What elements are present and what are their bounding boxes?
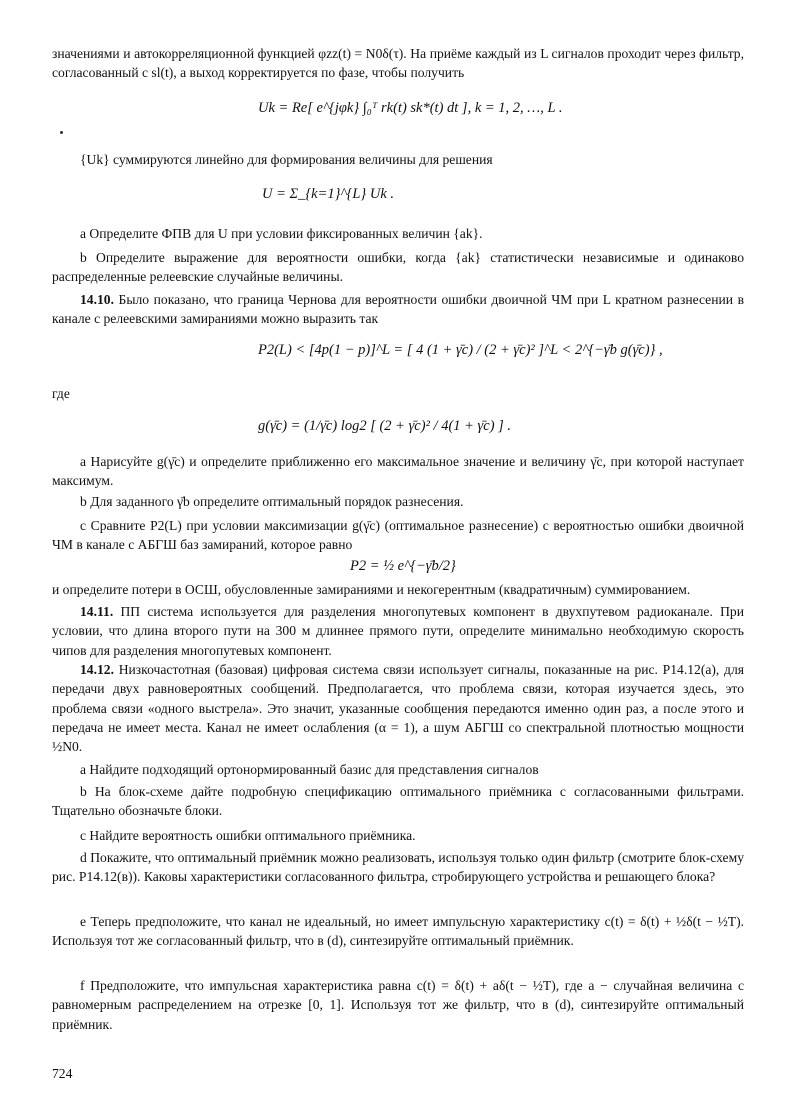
problem-text: ПП система используется для разделения многопутевых компонент в двухпутевом радиоканале. При условии, что длина второго пути на 300 м длиннее прямого пути, определите минимально необходимую скорость чипов для разделения многопутевых компонент. [52, 604, 744, 658]
problem-text: Было показано, что граница Чернова для вероятности ошибки двоичной ЧМ при L кратном разнесении в канале с релеевскими замираниями можно выразить так [52, 292, 744, 327]
item-d-1412: d Покажите, что оптимальный приёмник можно реализовать, используя только один фильтр (смотрите блок-схему рис. P14.12(в)). Каковы характеристики согласованного фильтра, стробирующего устройства и решающего блока? [52, 850, 744, 885]
item-e-1412: e Теперь предположите, что канал не идеальный, но имеет импульсную характеристику c(t) = δ(t) + ½δ(t − ½T). Используя тот же согласованный фильтр, что в (d), синтезируйте оптимальный приёмник. [52, 914, 744, 949]
item-c-1410: c Сравните P2(L) при условии максимизации g(γ̄c) (оптимальное разнесение) с вероятностью ошибки двоичной ЧМ в канале с АБГШ баз замираний, которое равно [52, 518, 744, 553]
paragraph-sum: {Uk} суммируются линейно для формирования величины для решения [80, 152, 493, 167]
problem-number: 14.11. [80, 604, 114, 619]
equation-p2: P2 = ½ e^{−γ̄b/2} [350, 558, 456, 574]
problem-number: 14.12. [80, 662, 114, 677]
word-where: где [52, 386, 70, 401]
page-number: 724 [52, 1066, 73, 1081]
paragraph-intro: значениями и автокорреляционной функцией φzz(t) = N0δ(τ). На приёме каждый из L сигналов проходит через фильтр, согласованный с sl(t), а выход корректируется по фазе, чтобы получить [52, 46, 744, 81]
item-a-1410pre: a Определите ФПВ для U при условии фиксированных величин {ak}. [80, 226, 483, 241]
equation-chernoff: P2(L) < [4p(1 − p)]^L = [ 4 (1 + γ̄c) / (2 + γ̄c)² ]^L < 2^{−γ̄b g(γ̄c)} , [258, 342, 663, 358]
item-c-1412: c Найдите вероятность ошибки оптимального приёмника. [80, 828, 416, 843]
problem-number: 14.10. [80, 292, 114, 307]
problem-text: Низкочастотная (базовая) цифровая система связи использует сигналы, показанные на рис. P14.12(a), для передачи двух равновероятных сообщений. Предполагается, что проблема связи, которая изучается здесь, это проблема связи «одного выстрела». Это значит, указанные сообщения передаются именно один раз, а после этого и передача не имеет места. Канал не имеет ослабления (α = 1), а шум АБГШ со спектральной плотностью мощности ½N0. [52, 662, 744, 755]
problem-14-11 [52, 602, 744, 660]
equation-g: g(γ̄c) = (1/γ̄c) log2 [ (2 + γ̄c)² / 4(1 + γ̄c) ] . [258, 418, 512, 434]
problem-14-10 [52, 290, 744, 329]
item-b-1410pre: b Определите выражение для вероятности ошибки, когда {ak} статистически независимые и одинаково распределенные релеевские случайные величины. [52, 250, 744, 285]
equation-uk: Uk = Re[ e^{jφk} ∫₀ᵀ rk(t) sk*(t) dt ], k = 1, 2, …, L . [258, 100, 563, 116]
item-a-1410: a Нарисуйте g(γ̄c) и определите приближенно его максимальное значение и величину γ̄c, при которой наступает максимум. [52, 454, 744, 489]
item-f-1412: f Предположите, что импульсная характеристика равна c(t) = δ(t) + aδ(t − ½T), где a − случайная величина с равномерным распределением на отрезке [0, 1]. Используя тот же фильтр, что в (d), синтезируйте оптимальный приёмник. [52, 978, 744, 1032]
stray-dot [60, 131, 63, 134]
equation-u: U = Σ_{k=1}^{L} Uk . [262, 186, 395, 202]
item-b-1410: b Для заданного γ̄b определите оптимальный порядок разнесения. [80, 494, 464, 509]
item-a-1412: a Найдите подходящий ортонормированный базис для представления сигналов [80, 762, 539, 777]
paragraph-loss: и определите потери в ОСШ, обусловленные замираниями и некогерентным (квадратичным) суммированием. [52, 582, 691, 597]
problem-14-12 [52, 660, 744, 756]
item-b-1412: b На блок-схеме дайте подробную спецификацию оптимального приёмника с согласованными фильтрами. Тщательно обозначьте блоки. [52, 784, 744, 819]
